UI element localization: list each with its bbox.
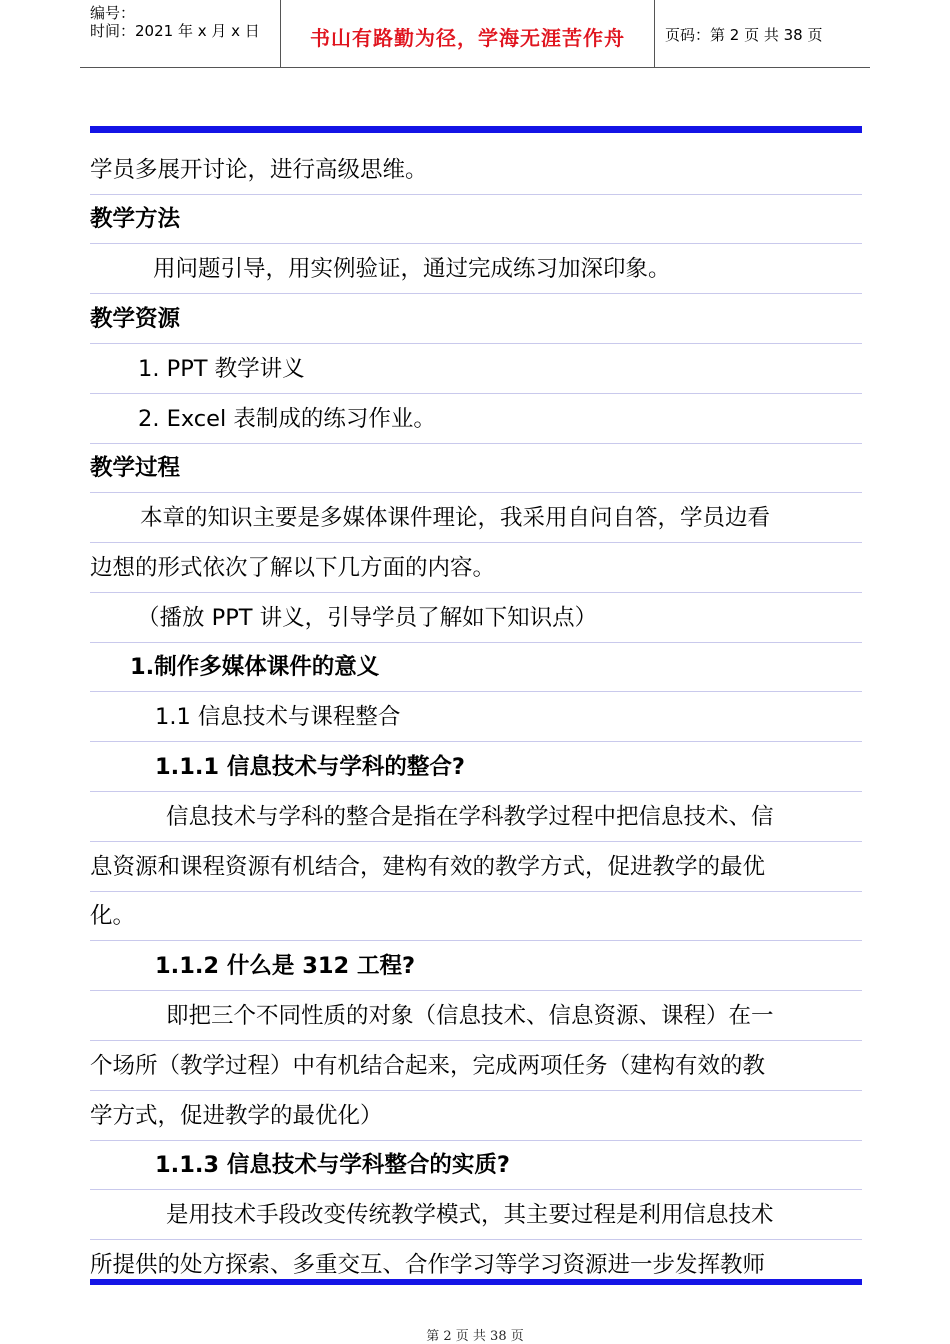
header-page-cell <box>655 0 870 67</box>
bottom-blue-rule <box>90 1279 862 1285</box>
body-line: 所提供的处方探索、多重交互、合作学习等学习资源进一步发挥教师 <box>90 1252 766 1278</box>
section-heading-process: 教学过程 <box>90 444 862 493</box>
heading-level-3: 1.1.3 信息技术与学科整合的实质? <box>90 1141 862 1190</box>
page-footer: 第 2 页 共 38 页 <box>426 1329 524 1344</box>
section-heading-resources: 教学资源 <box>90 295 862 344</box>
body-line: 用问题引导，用实例验证，通过完成练习加深印象。 <box>90 245 862 294</box>
body-line: 学方式，促进教学的最优化） <box>90 1092 862 1141</box>
header-table <box>80 0 870 68</box>
body-line: 本章的知识主要是多媒体课件理论，我采用自问自答，学员边看 <box>90 494 862 543</box>
header-info-cell <box>80 0 281 67</box>
header-motto-cell <box>281 0 655 67</box>
heading-level-1: 1.制作多媒体课件的意义 <box>90 643 862 692</box>
heading-level-2: 1.1 信息技术与课程整合 <box>90 693 862 742</box>
section-heading-method: 教学方法 <box>90 195 862 244</box>
body-line: 信息技术与学科的整合是指在学科教学过程中把信息技术、信 <box>90 793 862 842</box>
body-line: 息资源和课程资源有机结合，建构有效的教学方式，促进教学的最优 <box>90 843 862 892</box>
body-line: （播放 PPT 讲义，引导学员了解如下知识点） <box>90 594 862 643</box>
body-line: 边想的形式依次了解以下几方面的内容。 <box>90 544 862 593</box>
page-label: 页码：第 2 页 共 38 页 <box>665 26 823 44</box>
body-line: 化。 <box>90 892 862 941</box>
body-line: 学员多展开讨论，进行高级思维。 <box>90 146 862 195</box>
body-line: 个场所（教学过程）中有机结合起来，完成两项任务（建构有效的教 <box>90 1042 862 1091</box>
heading-level-3: 1.1.2 什么是 312 工程? <box>90 942 862 991</box>
body-line: 即把三个不同性质的对象（信息技术、信息资源、课程）在一 <box>90 992 862 1041</box>
heading-level-3: 1.1.1 信息技术与学科的整合? <box>90 743 862 792</box>
date-label: 时间：2021 年 x 月 x 日 <box>90 22 260 40</box>
number-label: 编号： <box>90 4 136 22</box>
body-line: 是用技术手段改变传统教学模式，其主要过程是利用信息技术 <box>90 1191 862 1240</box>
motto-text: 书山有路勤为径，学海无涯苦作舟 <box>310 26 625 50</box>
list-item: 1. PPT 教学讲义 <box>90 345 862 394</box>
list-item: 2. Excel 表制成的练习作业。 <box>90 395 862 444</box>
top-blue-rule <box>90 126 862 133</box>
